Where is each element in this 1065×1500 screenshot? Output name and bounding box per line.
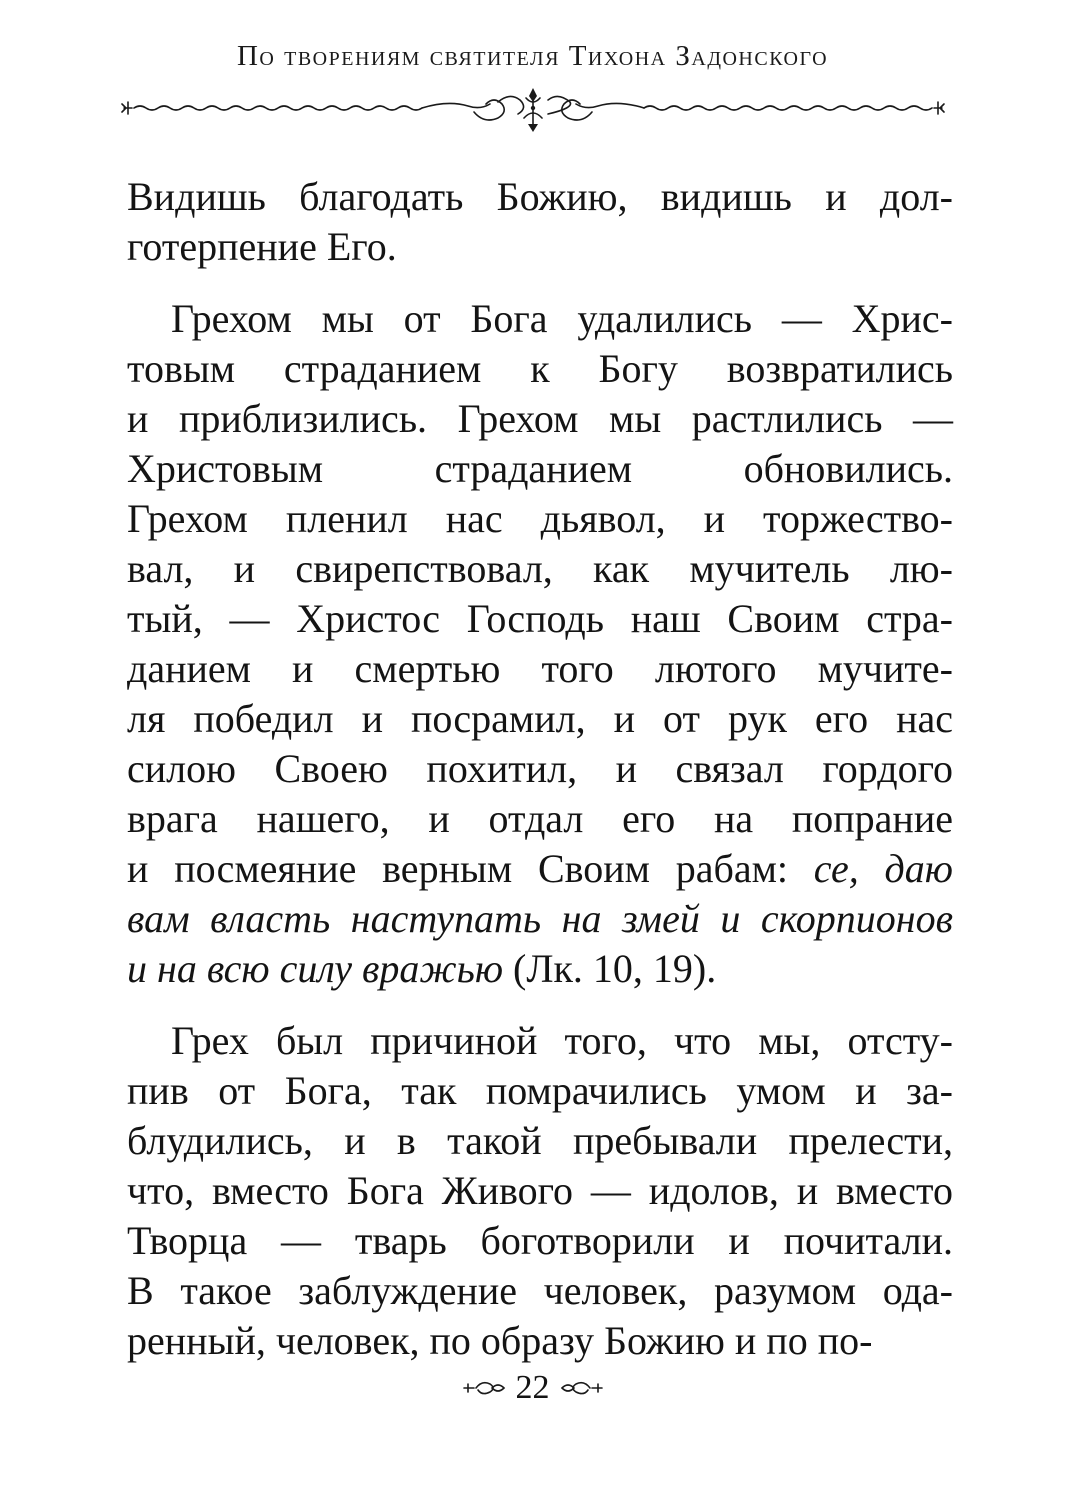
text-line <box>127 172 953 222</box>
text-line <box>127 844 953 894</box>
italic-quote-segment: вам власть наступать на змей и скорпионов <box>127 896 953 941</box>
text-line <box>127 494 953 544</box>
text-segment: ля победил и посрамил, и от рук его нас <box>127 696 953 741</box>
paragraph-gap <box>127 272 953 294</box>
text-line <box>127 894 953 944</box>
text-segment: Грехом мы от Бога удалились — Хрис- <box>171 296 953 341</box>
text-segment: и приблизились. Грехом мы растлились — <box>127 396 953 441</box>
text-line <box>127 1066 953 1116</box>
text-segment: готерпение Его. <box>127 224 397 269</box>
text-line <box>127 1316 953 1366</box>
text-line <box>127 694 953 744</box>
text-segment: Грех был причиной того, что мы, отсту- <box>171 1018 953 1063</box>
text-segment: врага нашего, и отдал его на попрание <box>127 796 953 841</box>
running-head: По творениям святителя Тихона Задонского <box>236 40 829 72</box>
text-line <box>127 344 953 394</box>
page-footer <box>0 1366 1065 1410</box>
text-line <box>127 444 953 494</box>
text-segment: данием и смертью того лютого мучите- <box>127 646 953 691</box>
text-segment: товым страданием к Богу возвратились <box>127 346 953 391</box>
text-segment: Творца — тварь боготворили и почитали. <box>127 1218 953 1263</box>
text-segment: и посмеяние верным Своим рабам: <box>127 846 814 891</box>
text-line <box>127 394 953 444</box>
text-line <box>127 294 953 344</box>
page-number: 22 <box>515 1369 550 1406</box>
text-line <box>127 744 953 794</box>
text-segment: Видишь благодать Божию, видишь и дол- <box>127 174 953 219</box>
text-segment: Христовым страданием обновились. <box>127 446 953 491</box>
text-segment: В такое заблуждение человек, разумом ода- <box>127 1268 953 1313</box>
paragraph-gap <box>127 994 953 1016</box>
left-folio-ornament-icon <box>462 1376 506 1400</box>
text-line <box>127 1166 953 1216</box>
text-line <box>127 222 953 272</box>
text-line <box>127 794 953 844</box>
italic-quote-segment: се, даю <box>813 846 953 891</box>
body-text <box>127 172 953 1366</box>
text-segment: Грехом пленил нас дьявол, и торжество- <box>127 496 953 541</box>
text-segment: что, вместо Бога Живого — идолов, и вместо <box>127 1168 953 1213</box>
text-line <box>127 544 953 594</box>
text-line <box>127 944 953 994</box>
text-line <box>127 1216 953 1266</box>
text-segment: пив от Бога, так помрачились умом и за- <box>127 1068 953 1113</box>
scroll-flourish-divider-icon <box>118 88 948 132</box>
right-folio-ornament-icon <box>560 1376 604 1400</box>
text-segment: силою Своею похитил, и связал гордого <box>127 746 953 791</box>
text-segment: блудились, и в такой пребывали прелести, <box>127 1118 953 1163</box>
text-segment: (Лк. 10, 19). <box>503 946 717 991</box>
text-segment: тый, — Христос Господь наш Своим стра- <box>127 596 953 641</box>
text-line <box>127 644 953 694</box>
text-segment: вал, и свирепствовал, как мучитель лю- <box>127 546 953 591</box>
text-line <box>127 594 953 644</box>
text-line <box>127 1266 953 1316</box>
text-line <box>127 1116 953 1166</box>
text-line <box>127 1016 953 1066</box>
text-segment: ренный, человек, по образу Божию и по по- <box>127 1318 873 1363</box>
italic-quote-segment: и на всю силу вражью <box>127 946 504 991</box>
